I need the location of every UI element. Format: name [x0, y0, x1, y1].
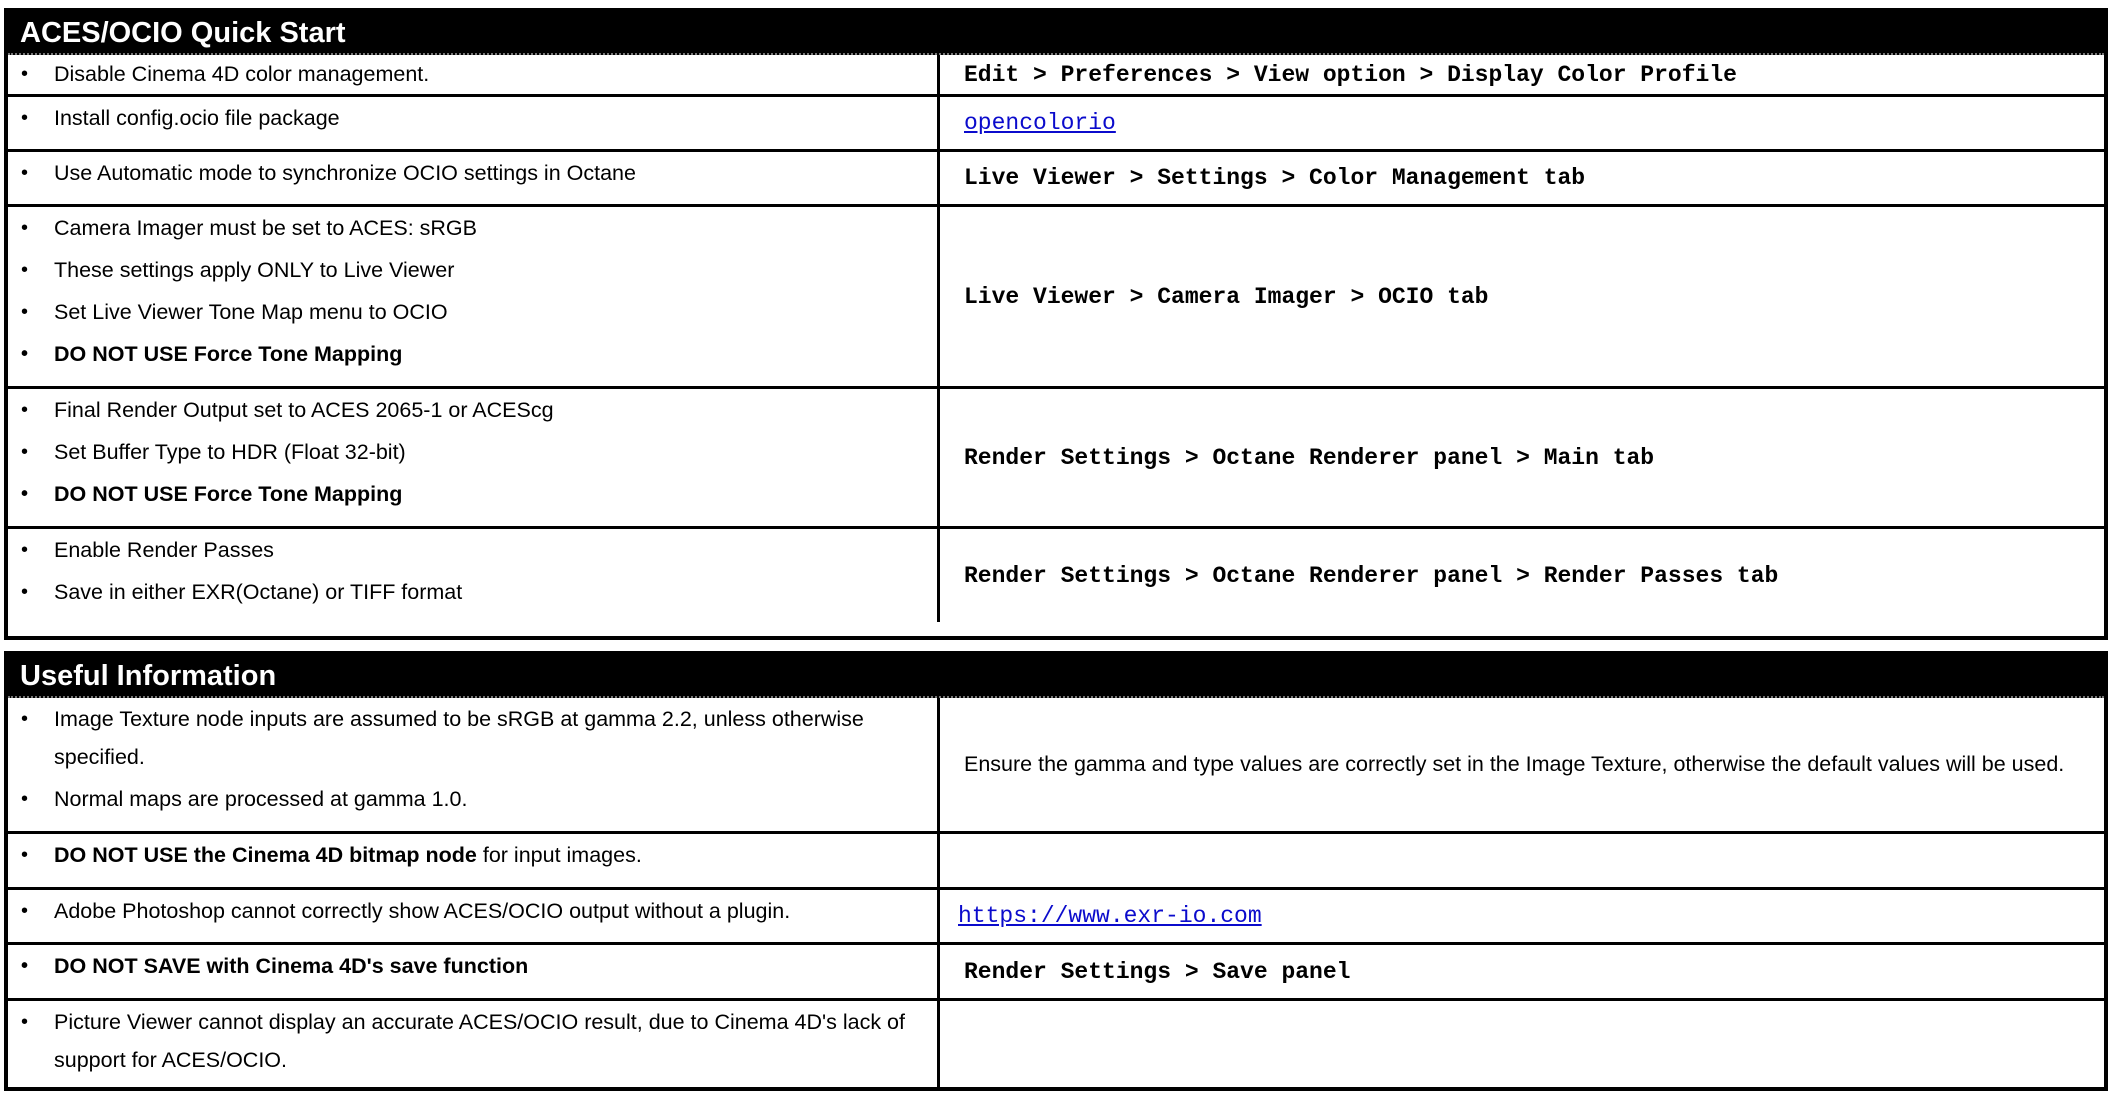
- table-row: [8, 942, 2104, 998]
- useful-info-section: [4, 651, 2108, 1091]
- list-item: • Set Live Viewer Tone Map menu to OCIO: [8, 293, 937, 331]
- bullet-icon: •: [21, 581, 29, 603]
- bullet-icon: •: [21, 844, 29, 866]
- list-item: • Adobe Photoshop cannot correctly show ACES/OCIO output without a plugin.: [8, 892, 937, 930]
- menu-path: Live Viewer > Camera Imager > OCIO tab: [964, 283, 1489, 310]
- list-item: • Final Render Output set to ACES 2065-1 or ACEScg: [8, 391, 937, 429]
- menu-path: Render Settings > Octane Renderer panel > Main tab: [964, 444, 1655, 471]
- table-row: [8, 998, 2104, 1089]
- bullet-icon: •: [21, 708, 29, 730]
- table-row: [8, 831, 2104, 887]
- bullet-icon: •: [21, 399, 29, 421]
- list-item: • DO NOT USE the Cinema 4D bitmap node for input images.: [8, 836, 937, 874]
- menu-path: Render Settings > Save panel: [964, 958, 1351, 985]
- list-item: • Camera Imager must be set to ACES: sRGB: [8, 209, 937, 247]
- bullet-icon: •: [21, 217, 29, 239]
- list-item: • Use Automatic mode to synchronize OCIO settings in Octane: [8, 154, 937, 192]
- bullet-icon: •: [21, 441, 29, 463]
- bullet-icon: •: [21, 301, 29, 323]
- bullet-icon: •: [21, 259, 29, 281]
- exr-io-link[interactable]: https://www.exr-io.com: [958, 903, 1262, 929]
- list-item: • Save in either EXR(Octane) or TIFF format: [8, 573, 937, 611]
- section-title: Useful Information: [8, 655, 2104, 698]
- menu-path: Render Settings > Octane Renderer panel > Render Passes tab: [964, 562, 1779, 589]
- bullet-icon: •: [21, 955, 29, 977]
- table-row: [8, 204, 2104, 386]
- table-row: [8, 149, 2104, 204]
- section-title: ACES/OCIO Quick Start: [8, 12, 2104, 55]
- table-row: [8, 94, 2104, 149]
- list-item: • Set Buffer Type to HDR (Float 32-bit): [8, 433, 937, 471]
- bullet-icon: •: [21, 539, 29, 561]
- bullet-icon: •: [21, 900, 29, 922]
- bullet-icon: •: [21, 343, 29, 365]
- bullet-icon: •: [21, 1011, 29, 1033]
- menu-path: Edit > Preferences > View option > Display Color Profile: [964, 61, 1737, 88]
- opencolorio-link[interactable]: opencolorio: [964, 110, 1116, 136]
- table-row: [8, 526, 2104, 622]
- list-item: • These settings apply ONLY to Live Viewer: [8, 251, 937, 289]
- bullet-icon: •: [21, 483, 29, 505]
- warning-item: • DO NOT SAVE with Cinema 4D's save function: [8, 947, 937, 985]
- warning-item: • DO NOT USE Force Tone Mapping: [8, 475, 937, 513]
- info-note: Ensure the gamma and type values are correctly set in the Image Texture, otherwise the default values will be used.: [964, 752, 2065, 776]
- list-item: • Image Texture node inputs are assumed to be sRGB at gamma 2.2, unless otherwise specified.: [8, 700, 937, 776]
- menu-path: Live Viewer > Settings > Color Management tab: [964, 165, 1586, 191]
- list-item: • Picture Viewer cannot display an accurate ACES/OCIO result, due to Cinema 4D's lack of support for ACES/OCIO.: [8, 1003, 937, 1079]
- list-item: • Disable Cinema 4D color management.: [8, 55, 937, 93]
- table-row: [8, 55, 2104, 94]
- warning-text: DO NOT USE the Cinema 4D bitmap node: [54, 843, 477, 867]
- bullet-icon: •: [21, 788, 29, 810]
- list-item: • Enable Render Passes: [8, 531, 937, 569]
- bullet-icon: •: [21, 162, 29, 184]
- table-row: [8, 698, 2104, 831]
- warning-item: • DO NOT USE Force Tone Mapping: [8, 335, 937, 373]
- list-item: • Normal maps are processed at gamma 1.0.: [8, 780, 937, 818]
- bullet-icon: •: [21, 107, 29, 129]
- list-item: • Install config.ocio file package: [8, 99, 937, 137]
- table-row: [8, 887, 2104, 942]
- table-row: [8, 386, 2104, 526]
- quick-start-section: [4, 8, 2108, 640]
- bullet-icon: •: [21, 63, 29, 85]
